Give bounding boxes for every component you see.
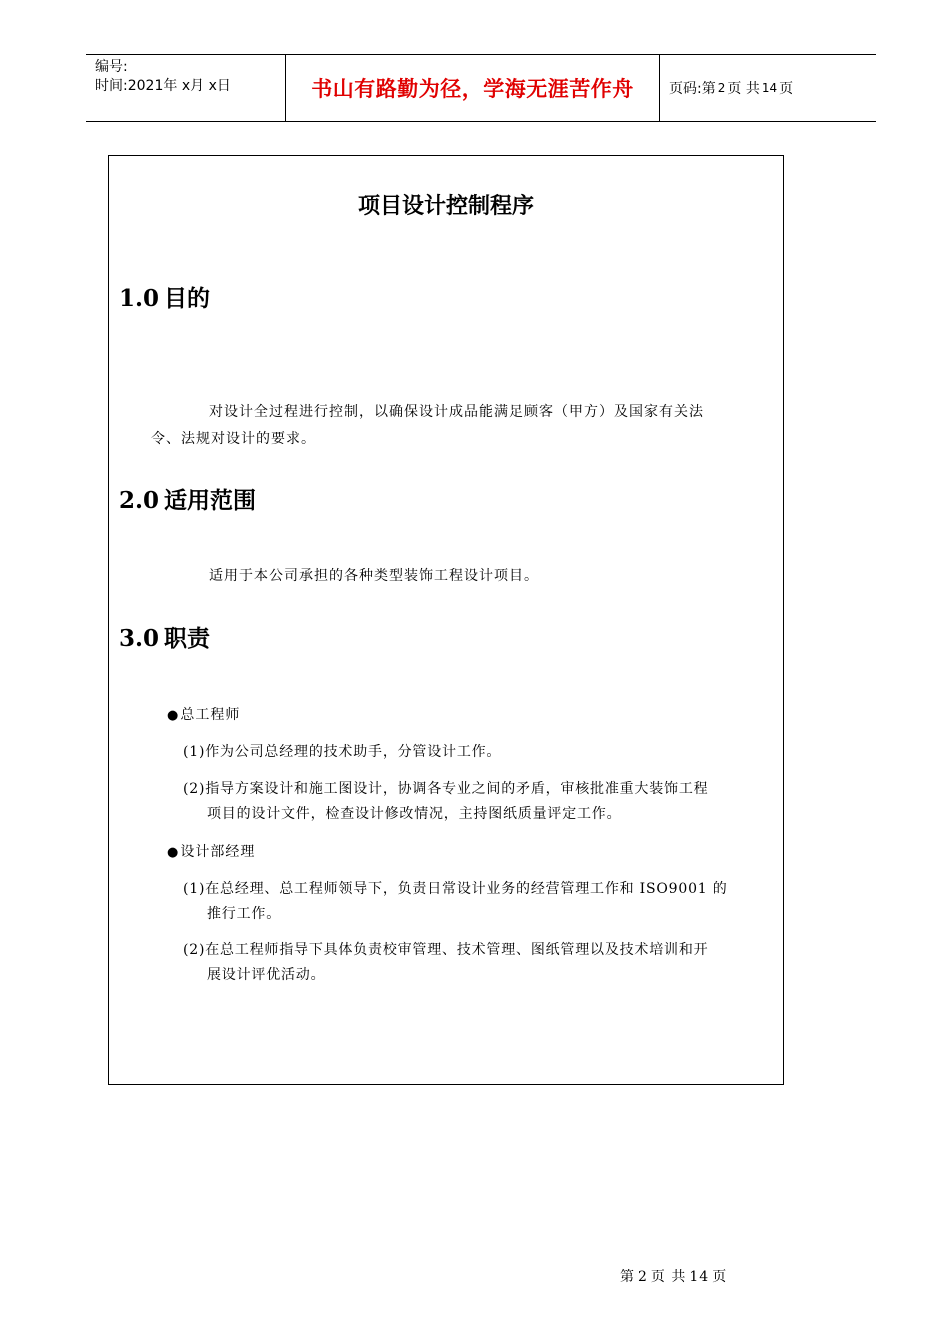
document-title: 项目设计控制程序 [357, 194, 534, 219]
time-label: 时间: [95, 78, 128, 94]
bullet-icon: ● [167, 708, 180, 723]
page-label: 页码: [669, 81, 702, 97]
total-pages: 14 [761, 81, 778, 95]
time-year: 2021 [127, 78, 164, 94]
header-motto: 书山有路勤为径，学海无涯苦作舟 [286, 55, 660, 121]
chief-engineer-item-1 [183, 740, 763, 765]
purpose-paragraph-line2: 令、法规对设计的要求。 [151, 431, 316, 447]
page-prefix: 第 [701, 81, 716, 97]
footer-total-pages: 14 [689, 1269, 710, 1285]
item-marker: (1) [183, 744, 206, 760]
page-number: 2 [717, 81, 726, 95]
footer-middle: 页 共 [650, 1269, 687, 1285]
section-heading-scope [119, 482, 256, 515]
time-line [95, 77, 285, 96]
purpose-paragraph-line1: 对设计全过程进行控制，以确保设计成品能满足顾客（甲方）及国家有关法 [209, 404, 704, 420]
footer-page-number: 2 [638, 1269, 648, 1285]
document-box [108, 155, 784, 1085]
item-text: 指导方案设计和施工图设计，协调各专业之间的矛盾，审核批准重大装饰工程 [205, 781, 709, 797]
item-marker: (2) [183, 781, 206, 797]
page-header [86, 54, 876, 122]
item-text-continued: 展设计评优活动。 [207, 967, 326, 983]
header-info [86, 55, 286, 121]
section-title: 目的 [164, 286, 211, 312]
time-day-unit: 日 [216, 78, 231, 94]
footer-suffix: 页 [712, 1269, 728, 1285]
total-suffix: 页 [779, 81, 794, 97]
design-manager-item-1 [183, 877, 763, 927]
item-text: 作为公司总经理的技术助手，分管设计工作。 [205, 744, 502, 760]
item-text-continued: 推行工作。 [207, 906, 281, 922]
bullet-icon: ● [167, 845, 180, 860]
serial-label: 编号: [95, 59, 128, 75]
item-text: 在总经理、总工程师领导下，负责日常设计业务的经营管理工作和 ISO9001 的 [205, 881, 728, 897]
item-marker: (2) [183, 942, 206, 958]
section-title: 适用范围 [164, 488, 257, 514]
section-number: 1.0 [119, 285, 160, 312]
scope-paragraph: 适用于本公司承担的各种类型装饰工程设计项目。 [209, 568, 539, 584]
role-name: 总工程师 [180, 707, 241, 723]
time-year-unit: 年 [163, 78, 178, 94]
time-day: x [208, 78, 217, 94]
footer-prefix: 第 [620, 1269, 635, 1285]
page-footer [620, 1266, 727, 1286]
header-page-info [660, 55, 876, 121]
page-suffix: 页 [727, 81, 742, 97]
section-heading-purpose [119, 280, 210, 313]
section-number: 2.0 [119, 487, 160, 514]
chief-engineer-item-2 [183, 777, 763, 827]
section-number: 3.0 [119, 625, 160, 652]
section-heading-responsibilities [119, 620, 210, 653]
item-text: 在总工程师指导下具体负责校审管理、技术管理、图纸管理以及技术培训和开 [205, 942, 709, 958]
role-heading-design-manager [167, 842, 255, 863]
total-prefix: 共 [745, 81, 760, 97]
role-name: 设计部经理 [180, 844, 256, 860]
item-marker: (1) [183, 881, 206, 897]
time-month: x [181, 78, 191, 94]
time-month-unit: 月 [190, 78, 205, 94]
section-title: 职责 [164, 626, 211, 652]
role-heading-chief-engineer [167, 705, 240, 726]
design-manager-item-2 [183, 938, 763, 988]
item-text-continued: 项目的设计文件，检查设计修改情况，主持图纸质量评定工作。 [207, 806, 622, 822]
